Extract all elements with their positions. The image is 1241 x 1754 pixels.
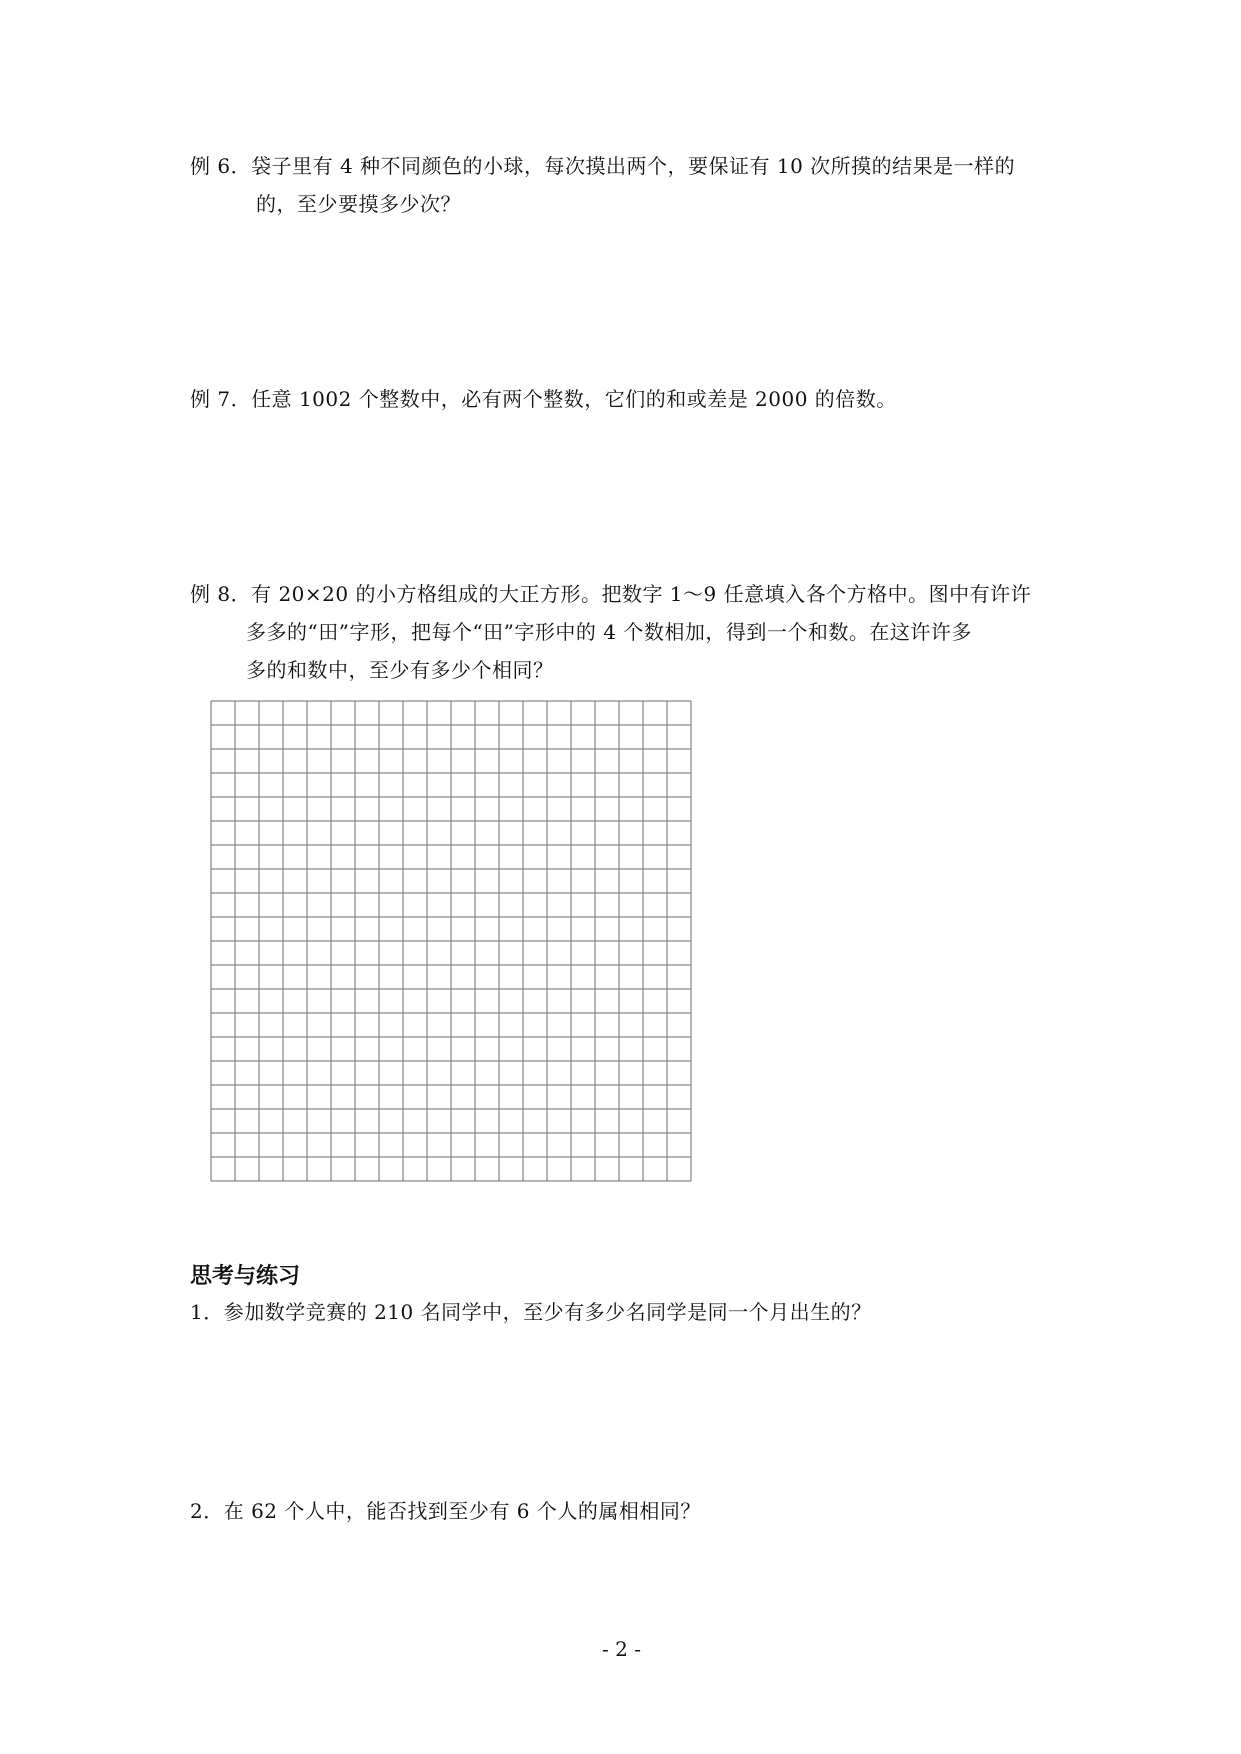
example-6-line-1: 例 6．袋子里有 4 种不同颜色的小球，每次摸出两个，要保证有 10 次所摸的结果是一样的	[190, 154, 1016, 178]
square-grid-figure	[210, 700, 692, 1182]
exercise-2: 2．在 62 个人中，能否找到至少有 6 个人的属相相同？	[190, 1499, 701, 1523]
exercises-heading: 思考与练习	[190, 1264, 301, 1289]
example-8-line-3: 多的和数中，至少有多少个相同？	[246, 658, 554, 682]
example-6-line-2: 的，至少要摸多少次？	[256, 192, 461, 216]
example-8-line-2: 多多的“田”字形，把每个“田”字形中的 4 个数相加，得到一个和数。在这许许多	[246, 620, 972, 644]
exercise-1: 1．参加数学竞赛的 210 名同学中，至少有多少名同学是同一个月出生的？	[190, 1300, 872, 1324]
page-number: - 2 -	[602, 1637, 641, 1661]
example-7-line-1: 例 7．任意 1002 个整数中，必有两个整数，它们的和或差是 2000 的倍数。	[190, 387, 897, 411]
example-8-line-1: 例 8．有 20×20 的小方格组成的大正方形。把数字 1～9 任意填入各个方格中。图中有许许	[190, 582, 1032, 606]
